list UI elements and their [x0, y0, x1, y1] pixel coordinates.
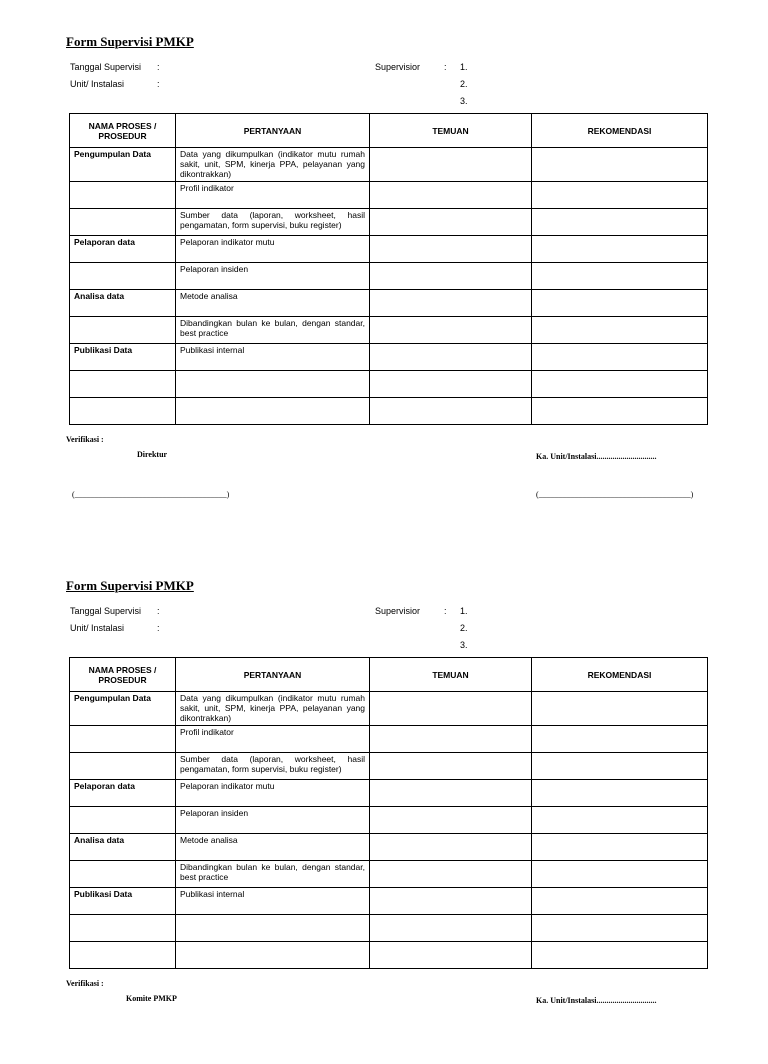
signature-line-left: (______________________________________) [72, 490, 230, 499]
tanggal-label: Tanggal Supervisi [70, 606, 142, 616]
signer-left: Komite PMKP [126, 994, 177, 1003]
signature-line-right: (______________________________________) [536, 490, 694, 499]
proses-cell [70, 807, 176, 834]
pertanyaan-cell: Publikasi internal [176, 888, 370, 915]
supervision-form-2 [0, 544, 768, 1064]
proses-cell [70, 263, 176, 290]
temuan-cell[interactable] [370, 726, 532, 753]
table-row [70, 236, 708, 263]
unit-label: Unit/ Instalasi [70, 623, 125, 633]
proses-cell: Pelaporan data [70, 780, 176, 807]
temuan-cell[interactable] [370, 398, 532, 425]
proses-cell: Analisa data [70, 290, 176, 317]
header-pertanyaan: PERTANYAAN [176, 114, 370, 148]
tanggal-colon: : [157, 62, 160, 72]
proses-cell [70, 209, 176, 236]
pertanyaan-cell [176, 371, 370, 398]
proses-cell [70, 942, 176, 969]
table-row [70, 398, 708, 425]
verifikasi-label: Verifikasi : [66, 435, 104, 444]
temuan-cell[interactable] [370, 888, 532, 915]
pertanyaan-cell [176, 398, 370, 425]
proses-cell: Pengumpulan Data [70, 692, 176, 726]
proses-cell [70, 398, 176, 425]
supervisor-label: Supervisior [375, 606, 421, 616]
form-title: Form Supervisi PMKP [66, 578, 194, 593]
table-row [70, 753, 708, 780]
pertanyaan-cell [176, 915, 370, 942]
table-row [70, 834, 708, 861]
temuan-cell[interactable] [370, 371, 532, 398]
proses-cell [70, 861, 176, 888]
pertanyaan-cell: Sumber data (laporan, worksheet, hasil pengamatan, form supervisi, buku register) [176, 209, 370, 236]
rekomendasi-cell[interactable] [532, 753, 708, 780]
pertanyaan-cell: Data yang dikumpulkan (indikator mutu rumah sakit, unit, SPM, kinerja PPA, pelayanan yang dikontrakkan) [176, 692, 370, 726]
rekomendasi-cell[interactable] [532, 692, 708, 726]
supervisor-number-1: 1. [460, 62, 468, 72]
header-temuan: TEMUAN [370, 114, 532, 148]
proses-cell [70, 371, 176, 398]
unit-colon: : [157, 79, 160, 89]
supervision-form-1 [0, 0, 768, 520]
signer-left: Direktur [137, 450, 168, 459]
supervisor-number-1: 1. [460, 606, 468, 616]
proses-cell [70, 317, 176, 344]
table-row [70, 182, 708, 209]
rekomendasi-cell[interactable] [532, 317, 708, 344]
rekomendasi-cell[interactable] [532, 398, 708, 425]
rekomendasi-cell[interactable] [532, 290, 708, 317]
temuan-cell[interactable] [370, 263, 532, 290]
pertanyaan-cell: Publikasi internal [176, 344, 370, 371]
rekomendasi-cell[interactable] [532, 861, 708, 888]
tanggal-label: Tanggal Supervisi [70, 62, 142, 72]
signer-right: Ka. Unit/Instalasi.............................. [536, 452, 657, 461]
supervisor-number-3: 3. [460, 640, 468, 650]
pertanyaan-cell: Pelaporan insiden [176, 807, 370, 834]
supervisor-number-3: 3. [460, 96, 468, 106]
supervision-table [69, 113, 708, 425]
verifikasi-label: Verifikasi : [66, 979, 104, 988]
pertanyaan-cell: Profil indikator [176, 182, 370, 209]
proses-cell [70, 726, 176, 753]
pertanyaan-cell: Dibandingkan bulan ke bulan, dengan standar, best practice [176, 861, 370, 888]
table-row [70, 290, 708, 317]
rekomendasi-cell[interactable] [532, 148, 708, 182]
form-title: Form Supervisi PMKP [66, 34, 194, 49]
temuan-cell[interactable] [370, 148, 532, 182]
header-nama-proses: NAMA PROSES / PROSEDUR [70, 114, 176, 148]
header-temuan: TEMUAN [370, 658, 532, 692]
pertanyaan-cell: Sumber data (laporan, worksheet, hasil pengamatan, form supervisi, buku register) [176, 753, 370, 780]
table-row [70, 915, 708, 942]
pertanyaan-cell: Data yang dikumpulkan (indikator mutu rumah sakit, unit, SPM, kinerja PPA, pelayanan yang dikontrakkan) [176, 148, 370, 182]
pertanyaan-cell: Dibandingkan bulan ke bulan, dengan standar, best practice [176, 317, 370, 344]
temuan-cell[interactable] [370, 753, 532, 780]
signer-right: Ka. Unit/Instalasi.............................. [536, 996, 657, 1005]
supervisor-label: Supervisior [375, 62, 421, 72]
rekomendasi-cell[interactable] [532, 263, 708, 290]
rekomendasi-cell[interactable] [532, 344, 708, 371]
supervisor-colon: : [444, 606, 447, 616]
unit-colon: : [157, 623, 160, 633]
temuan-cell[interactable] [370, 915, 532, 942]
temuan-cell[interactable] [370, 209, 532, 236]
proses-cell: Analisa data [70, 834, 176, 861]
rekomendasi-cell[interactable] [532, 888, 708, 915]
pertanyaan-cell [176, 942, 370, 969]
rekomendasi-cell[interactable] [532, 726, 708, 753]
table-row [70, 209, 708, 236]
header-nama-proses: NAMA PROSES / PROSEDUR [70, 658, 176, 692]
table-header-row [70, 658, 708, 692]
proses-cell: Publikasi Data [70, 888, 176, 915]
header-rekomendasi: REKOMENDASI [532, 658, 708, 692]
temuan-cell[interactable] [370, 290, 532, 317]
proses-cell [70, 915, 176, 942]
temuan-cell[interactable] [370, 861, 532, 888]
table-row [70, 888, 708, 915]
supervisor-number-2: 2. [460, 623, 468, 633]
supervisor-number-2: 2. [460, 79, 468, 89]
unit-label: Unit/ Instalasi [70, 79, 125, 89]
temuan-cell[interactable] [370, 317, 532, 344]
pertanyaan-cell: Profil indikator [176, 726, 370, 753]
table-row [70, 807, 708, 834]
temuan-cell[interactable] [370, 182, 532, 209]
table-row [70, 371, 708, 398]
table-row [70, 263, 708, 290]
rekomendasi-cell[interactable] [532, 371, 708, 398]
rekomendasi-cell[interactable] [532, 780, 708, 807]
table-row [70, 692, 708, 726]
temuan-cell[interactable] [370, 780, 532, 807]
table-row [70, 317, 708, 344]
temuan-cell[interactable] [370, 807, 532, 834]
proses-cell [70, 753, 176, 780]
temuan-cell[interactable] [370, 942, 532, 969]
pertanyaan-cell: Metode analisa [176, 290, 370, 317]
header-rekomendasi: REKOMENDASI [532, 114, 708, 148]
temuan-cell[interactable] [370, 692, 532, 726]
proses-cell: Pelaporan data [70, 236, 176, 263]
rekomendasi-cell[interactable] [532, 807, 708, 834]
rekomendasi-cell[interactable] [532, 236, 708, 263]
table-row [70, 942, 708, 969]
temuan-cell[interactable] [370, 236, 532, 263]
header-pertanyaan: PERTANYAAN [176, 658, 370, 692]
table-row [70, 726, 708, 753]
tanggal-colon: : [157, 606, 160, 616]
supervision-table [69, 657, 708, 969]
table-row [70, 344, 708, 371]
supervisor-colon: : [444, 62, 447, 72]
temuan-cell[interactable] [370, 834, 532, 861]
pertanyaan-cell: Pelaporan insiden [176, 263, 370, 290]
proses-cell [70, 182, 176, 209]
pertanyaan-cell: Metode analisa [176, 834, 370, 861]
proses-cell: Pengumpulan Data [70, 148, 176, 182]
pertanyaan-cell: Pelaporan indikator mutu [176, 236, 370, 263]
table-header-row [70, 114, 708, 148]
temuan-cell[interactable] [370, 344, 532, 371]
rekomendasi-cell[interactable] [532, 942, 708, 969]
rekomendasi-cell[interactable] [532, 834, 708, 861]
rekomendasi-cell[interactable] [532, 209, 708, 236]
proses-cell: Publikasi Data [70, 344, 176, 371]
rekomendasi-cell[interactable] [532, 182, 708, 209]
table-row [70, 780, 708, 807]
table-row [70, 861, 708, 888]
rekomendasi-cell[interactable] [532, 915, 708, 942]
table-row [70, 148, 708, 182]
pertanyaan-cell: Pelaporan indikator mutu [176, 780, 370, 807]
